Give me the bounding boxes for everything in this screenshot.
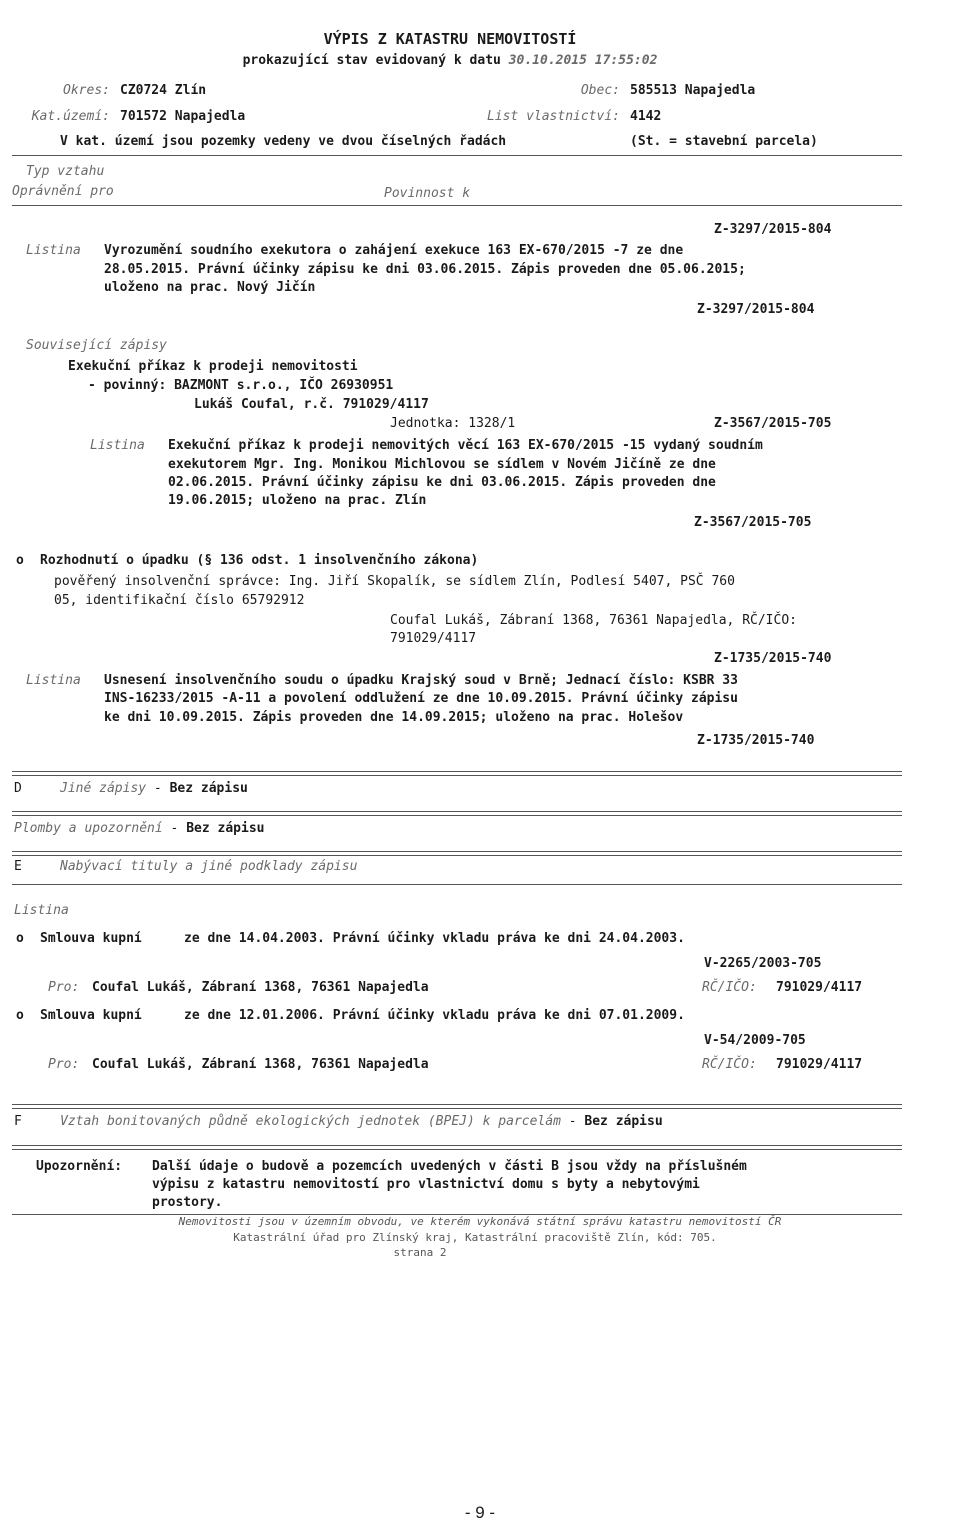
divider — [12, 884, 902, 885]
item-pro-value: Coufal Lukáš, Zábraní 1368, 76361 Napajedla — [92, 1057, 429, 1072]
warning-divider — [12, 1145, 902, 1150]
related-person: Lukáš Coufal, r.č. 791029/4117 — [194, 397, 429, 412]
subtitle-label: prokazující stav evidovaný k datu — [242, 53, 501, 68]
item-rc-label: RČ/IČO: — [702, 980, 757, 995]
section-e-label: Nabývací tituly a jiné podklady zápisu — [60, 859, 358, 874]
warning-label: Upozornění: — [36, 1159, 123, 1174]
section-f-letter: F — [14, 1114, 22, 1129]
section-f-divider — [12, 1104, 902, 1109]
insolvency-text-line2: INS-16233/2015 -A-11 a povolení oddlužení ze dne 10.09.2015. Právní účinky zápisu — [104, 691, 738, 706]
section-d-value: Bez zápisu — [169, 781, 248, 796]
obec-label: Obec: — [580, 83, 620, 98]
lv-value: 4142 — [630, 109, 662, 124]
warning-line2: výpisu z katastru nemovitostí pro vlastnictví domu s byty a nebytovými — [152, 1177, 700, 1192]
section-d-letter: D — [14, 781, 22, 796]
footer-line1: Nemovitosti jsou v územním obvodu, ve kterém vykonává státní správu katastru nemovitostí ČR — [178, 1215, 782, 1228]
section-e-divider — [12, 851, 902, 856]
item-pro-value: Coufal Lukáš, Zábraní 1368, 76361 Napajedla — [92, 980, 429, 995]
item-title: Smlouva kupní — [40, 931, 142, 946]
document-subtitle — [0, 52, 900, 70]
entry1-line2: 28.05.2015. Právní účinky zápisu ke dni 03.06.2015. Zápis proveden dne 05.06.2015; — [104, 262, 746, 277]
section-f-heading — [60, 1113, 663, 1131]
katuzemi-value: 701572 Napajedla — [120, 109, 246, 124]
item-text: ze dne 12.01.2006. Právní účinky vkladu práva ke dni 07.01.2009. — [184, 1008, 685, 1023]
insolvency-line2: 05, identifikační číslo 65792912 — [54, 593, 305, 608]
entry1-ref-bottom: Z-3297/2015-804 — [697, 302, 815, 317]
okres-label: Okres: — [63, 83, 110, 98]
related-ref-bottom: Z-3567/2015-705 — [694, 515, 812, 530]
plomby-dash: - — [170, 821, 179, 836]
section-e-listina-label: Listina — [14, 903, 69, 918]
column-typ-vztahu: Typ vztahu — [26, 164, 105, 179]
divider — [12, 205, 902, 206]
parcel-note: V kat. území jsou pozemky vedeny ve dvou číselných řadách — [60, 134, 507, 149]
okres-value: CZ0724 Zlín — [120, 83, 207, 98]
column-povinnost-k: Povinnost k — [384, 186, 471, 201]
footer-line2: Katastrální úřad pro Zlínský kraj, Katastrální pracoviště Zlín, kód: 705. — [233, 1231, 717, 1244]
divider — [12, 155, 902, 156]
related-jednotka: Jednotka: 1328/1 — [390, 416, 516, 431]
obec-value: 585513 Napajedla — [630, 83, 756, 98]
section-f-dash: - — [568, 1114, 577, 1129]
column-opravneni-pro: Oprávnění pro — [12, 184, 114, 199]
related-label: Související zápisy — [26, 338, 167, 353]
item-pro-label: Pro: — [48, 1057, 80, 1072]
item-ref: V-2265/2003-705 — [704, 956, 822, 971]
item-rc-value: 791029/4117 — [776, 980, 863, 995]
katuzemi-label: Kat.území: — [31, 109, 110, 124]
related-title: Exekuční příkaz k prodeji nemovitosti — [68, 359, 358, 374]
related-line4: 19.06.2015; uloženo na prac. Zlín — [168, 493, 427, 508]
page-number: - 9 - — [464, 1503, 496, 1522]
item-title: Smlouva kupní — [40, 1008, 142, 1023]
document-title: VÝPIS Z KATASTRU NEMOVITOSTÍ — [323, 30, 577, 48]
insolvency-ref-bottom: Z-1735/2015-740 — [697, 733, 815, 748]
insolvency-title: Rozhodnutí o úpadku (§ 136 odst. 1 insolvenčního zákona) — [40, 553, 479, 568]
plomby-label: Plomby a upozornění — [14, 821, 163, 836]
plomby-divider — [12, 811, 902, 816]
item-rc-value: 791029/4117 — [776, 1057, 863, 1072]
item-bullet: o — [16, 931, 24, 946]
section-d-divider — [12, 771, 902, 776]
insolvency-line1: pověřený insolvenční správce: Ing. Jiří Skopalík, se sídlem Zlín, Podlesí 5407, PSČ 760 — [54, 574, 735, 589]
insolvency-listina-label: Listina — [26, 673, 81, 688]
item-rc-label: RČ/IČO: — [702, 1057, 757, 1072]
entry1-line1: Vyrozumění soudního exekutora o zahájení exekuce 163 EX-670/2015 -7 ze dne — [104, 243, 684, 258]
insolvency-owner-line2: 791029/4117 — [390, 631, 477, 646]
section-d-heading — [60, 780, 248, 798]
entry1-listina-label: Listina — [26, 243, 81, 258]
related-povinny: - povinný: BAZMONT s.r.o., IČO 26930951 — [88, 378, 394, 393]
insolvency-text-line1: Usnesení insolvenčního soudu o úpadku Krajský soud v Brně; Jednací číslo: KSBR 33 — [104, 673, 738, 688]
related-ref-top: Z-3567/2015-705 — [714, 416, 832, 431]
item-bullet: o — [16, 1008, 24, 1023]
section-e-letter: E — [14, 859, 22, 874]
insolvency-bullet: o — [16, 553, 24, 568]
related-line1: Exekuční příkaz k prodeji nemovitých věcí 163 EX-670/2015 -15 vydaný soudním — [168, 438, 763, 453]
related-line2: exekutorem Mgr. Ing. Monikou Michlovou se sídlem v Novém Jičíně ze dne — [168, 457, 716, 472]
insolvency-text-line3: ke dni 10.09.2015. Zápis proveden dne 14.09.2015; uloženo na prac. Holešov — [104, 710, 684, 725]
section-d-label: Jiné zápisy — [60, 781, 147, 796]
lv-label: List vlastnictví: — [486, 109, 620, 124]
warning-line3: prostory. — [152, 1195, 223, 1210]
entry1-line3: uloženo na prac. Nový Jičín — [104, 280, 316, 295]
item-ref: V-54/2009-705 — [704, 1033, 806, 1048]
warning-line1: Další údaje o budově a pozemcích uvedených v části B jsou vždy na příslušném — [152, 1159, 747, 1174]
plomby-heading — [14, 820, 264, 838]
section-f-label: Vztah bonitovaných půdně ekologických jednotek (BPEJ) k parcelám — [60, 1114, 561, 1129]
section-d-dash: - — [153, 781, 162, 796]
insolvency-owner-line1: Coufal Lukáš, Zábraní 1368, 76361 Napajedla, RČ/IČO: — [390, 613, 797, 628]
related-line3: 02.06.2015. Právní účinky zápisu ke dni 03.06.2015. Zápis proveden dne — [168, 475, 716, 490]
item-pro-label: Pro: — [48, 980, 80, 995]
item-text: ze dne 14.04.2003. Právní účinky vkladu práva ke dni 24.04.2003. — [184, 931, 685, 946]
parcel-note-right: (St. = stavební parcela) — [630, 134, 818, 149]
footer-page: strana 2 — [393, 1246, 447, 1259]
entry1-ref-top: Z-3297/2015-804 — [714, 222, 832, 237]
section-f-value: Bez zápisu — [584, 1114, 663, 1129]
insolvency-ref-top: Z-1735/2015-740 — [714, 651, 832, 666]
plomby-value: Bez zápisu — [186, 821, 265, 836]
subtitle-date: 30.10.2015 17:55:02 — [508, 53, 658, 68]
related-listina-label: Listina — [90, 438, 145, 453]
